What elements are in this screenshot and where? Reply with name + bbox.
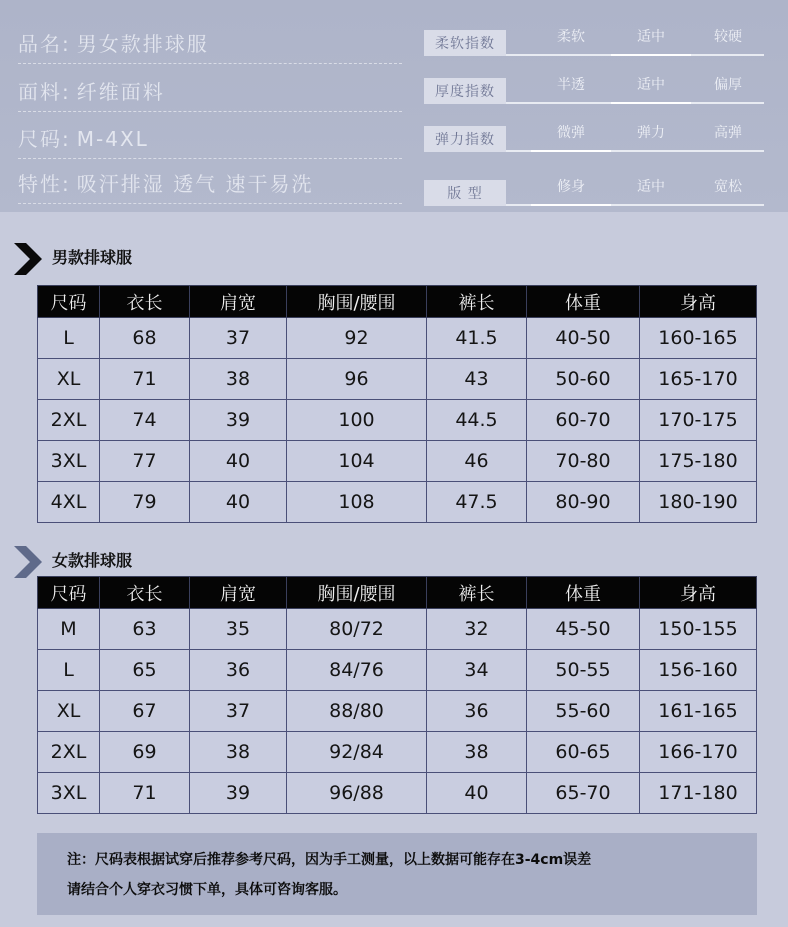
table-header: 体重 — [527, 286, 640, 318]
table-cell: 32 — [427, 609, 527, 650]
women-section-heading — [12, 547, 132, 577]
table-cell: 92/84 — [287, 732, 427, 773]
table-cell: 70-80 — [527, 441, 640, 482]
women-size-table — [37, 576, 757, 814]
scale-name: 柔软指数 — [424, 30, 506, 56]
table-cell: L — [38, 650, 100, 691]
table-cell: 36 — [190, 650, 287, 691]
table-header-row — [38, 286, 757, 318]
note-line: 请结合个人穿衣习惯下单，具体可咨询客服。 — [67, 882, 347, 898]
table-cell: 69 — [100, 732, 190, 773]
table-cell: 46 — [427, 441, 527, 482]
scale-option-selected: 修身 — [531, 176, 611, 206]
table-cell: 4XL — [38, 482, 100, 523]
table-cell: 71 — [100, 773, 190, 814]
note-line: 注：尺码表根据试穿后推荐参考尺码，因为手工测量，以上数据可能存在3-4cm误差 — [67, 852, 592, 868]
men-section-heading — [12, 244, 132, 274]
table-cell: 50-55 — [527, 650, 640, 691]
table-header: 衣长 — [100, 286, 190, 318]
table-cell: 84/76 — [287, 650, 427, 691]
table-row — [38, 691, 757, 732]
table-cell: 37 — [190, 318, 287, 359]
info-label: 面料: — [18, 80, 71, 104]
table-cell: 35 — [190, 609, 287, 650]
info-row-name — [18, 28, 402, 64]
table-cell: 104 — [287, 441, 427, 482]
table-cell: 88/80 — [287, 691, 427, 732]
table-row — [38, 441, 757, 482]
table-cell: 40 — [190, 482, 287, 523]
table-header: 身高 — [640, 577, 757, 609]
women-section-title: 女款排球服 — [52, 550, 133, 570]
table-cell: 3XL — [38, 773, 100, 814]
table-cell: 60-65 — [527, 732, 640, 773]
table-cell: 36 — [427, 691, 527, 732]
table-cell: 50-60 — [527, 359, 640, 400]
table-cell: 34 — [427, 650, 527, 691]
table-cell: 79 — [100, 482, 190, 523]
scale-thickness — [424, 74, 764, 104]
scale-softness — [424, 26, 764, 56]
table-header: 尺码 — [38, 286, 100, 318]
table-header: 衣长 — [100, 577, 190, 609]
table-row — [38, 318, 757, 359]
info-label: 品名: — [18, 32, 71, 56]
table-row — [38, 650, 757, 691]
scale-fit — [424, 176, 764, 206]
table-cell: 150-155 — [640, 609, 757, 650]
table-cell: 77 — [100, 441, 190, 482]
info-value: 吸汗排湿 透气 速干易洗 — [76, 172, 314, 196]
table-cell: 108 — [287, 482, 427, 523]
table-cell: 38 — [190, 359, 287, 400]
table-cell: 47.5 — [427, 482, 527, 523]
table-cell: 161-165 — [640, 691, 757, 732]
table-cell: 171-180 — [640, 773, 757, 814]
table-cell: 45-50 — [527, 609, 640, 650]
table-cell: 40 — [190, 441, 287, 482]
table-row — [38, 482, 757, 523]
info-label: 尺码: — [18, 127, 71, 151]
scale-option-selected: 适中 — [611, 26, 691, 56]
table-cell: 44.5 — [427, 400, 527, 441]
table-cell: 38 — [427, 732, 527, 773]
table-cell: 41.5 — [427, 318, 527, 359]
table-cell: 67 — [100, 691, 190, 732]
info-value: M-4XL — [76, 127, 149, 151]
table-cell: 92 — [287, 318, 427, 359]
table-cell: 3XL — [38, 441, 100, 482]
table-cell: 38 — [190, 732, 287, 773]
table-cell: 39 — [190, 400, 287, 441]
table-cell: 96/88 — [287, 773, 427, 814]
scale-option: 弹力 — [637, 125, 665, 141]
table-cell: 80/72 — [287, 609, 427, 650]
scale-name: 弹力指数 — [424, 126, 506, 152]
table-cell: 68 — [100, 318, 190, 359]
table-header: 尺码 — [38, 577, 100, 609]
table-row — [38, 609, 757, 650]
table-header: 肩宽 — [190, 577, 287, 609]
men-section-title: 男款排球服 — [52, 247, 133, 267]
table-cell: 65 — [100, 650, 190, 691]
chevron-right-icon — [12, 544, 48, 580]
table-cell: 40-50 — [527, 318, 640, 359]
scale-option: 较硬 — [714, 29, 742, 45]
table-cell: 160-165 — [640, 318, 757, 359]
table-cell: 37 — [190, 691, 287, 732]
table-cell: 180-190 — [640, 482, 757, 523]
table-cell: 166-170 — [640, 732, 757, 773]
table-cell: 39 — [190, 773, 287, 814]
info-row-size — [18, 123, 402, 159]
table-header-row — [38, 577, 757, 609]
table-cell: 63 — [100, 609, 190, 650]
table-row — [38, 400, 757, 441]
scale-option: 高弹 — [714, 125, 742, 141]
table-cell: 74 — [100, 400, 190, 441]
scale-option: 半透 — [557, 77, 585, 93]
table-cell: 170-175 — [640, 400, 757, 441]
chevron-right-icon — [12, 241, 48, 277]
scale-option-selected: 适中 — [611, 74, 691, 104]
table-cell: L — [38, 318, 100, 359]
scale-name: 版 型 — [424, 180, 506, 206]
scale-elasticity — [424, 122, 764, 152]
size-note — [37, 833, 757, 915]
table-row — [38, 732, 757, 773]
table-cell: 40 — [427, 773, 527, 814]
table-cell: 96 — [287, 359, 427, 400]
table-cell: XL — [38, 359, 100, 400]
table-cell: 71 — [100, 359, 190, 400]
table-cell: 2XL — [38, 400, 100, 441]
info-row-feature — [18, 168, 402, 204]
info-label: 特性: — [18, 172, 71, 196]
table-header: 胸围/腰围 — [287, 577, 427, 609]
table-header: 胸围/腰围 — [287, 286, 427, 318]
scale-option: 宽松 — [714, 179, 742, 195]
scale-option: 柔软 — [557, 29, 585, 45]
table-cell: 165-170 — [640, 359, 757, 400]
table-cell: XL — [38, 691, 100, 732]
table-cell: 55-60 — [527, 691, 640, 732]
info-row-fabric — [18, 76, 402, 112]
men-size-table — [37, 285, 757, 523]
info-value: 男女款排球服 — [76, 32, 209, 56]
scale-name: 厚度指数 — [424, 78, 506, 104]
table-cell: 65-70 — [527, 773, 640, 814]
scale-option-selected: 微弹 — [531, 122, 611, 152]
table-cell: M — [38, 609, 100, 650]
table-cell: 100 — [287, 400, 427, 441]
table-header: 体重 — [527, 577, 640, 609]
scale-option: 适中 — [637, 179, 665, 195]
info-value: 纤维面料 — [76, 80, 165, 104]
table-cell: 175-180 — [640, 441, 757, 482]
table-cell: 60-70 — [527, 400, 640, 441]
table-cell: 80-90 — [527, 482, 640, 523]
table-header: 身高 — [640, 286, 757, 318]
table-header: 裤长 — [427, 286, 527, 318]
table-row — [38, 359, 757, 400]
table-cell: 156-160 — [640, 650, 757, 691]
table-cell: 43 — [427, 359, 527, 400]
table-row — [38, 773, 757, 814]
table-header: 裤长 — [427, 577, 527, 609]
table-header: 肩宽 — [190, 286, 287, 318]
scale-option: 偏厚 — [714, 77, 742, 93]
table-cell: 2XL — [38, 732, 100, 773]
